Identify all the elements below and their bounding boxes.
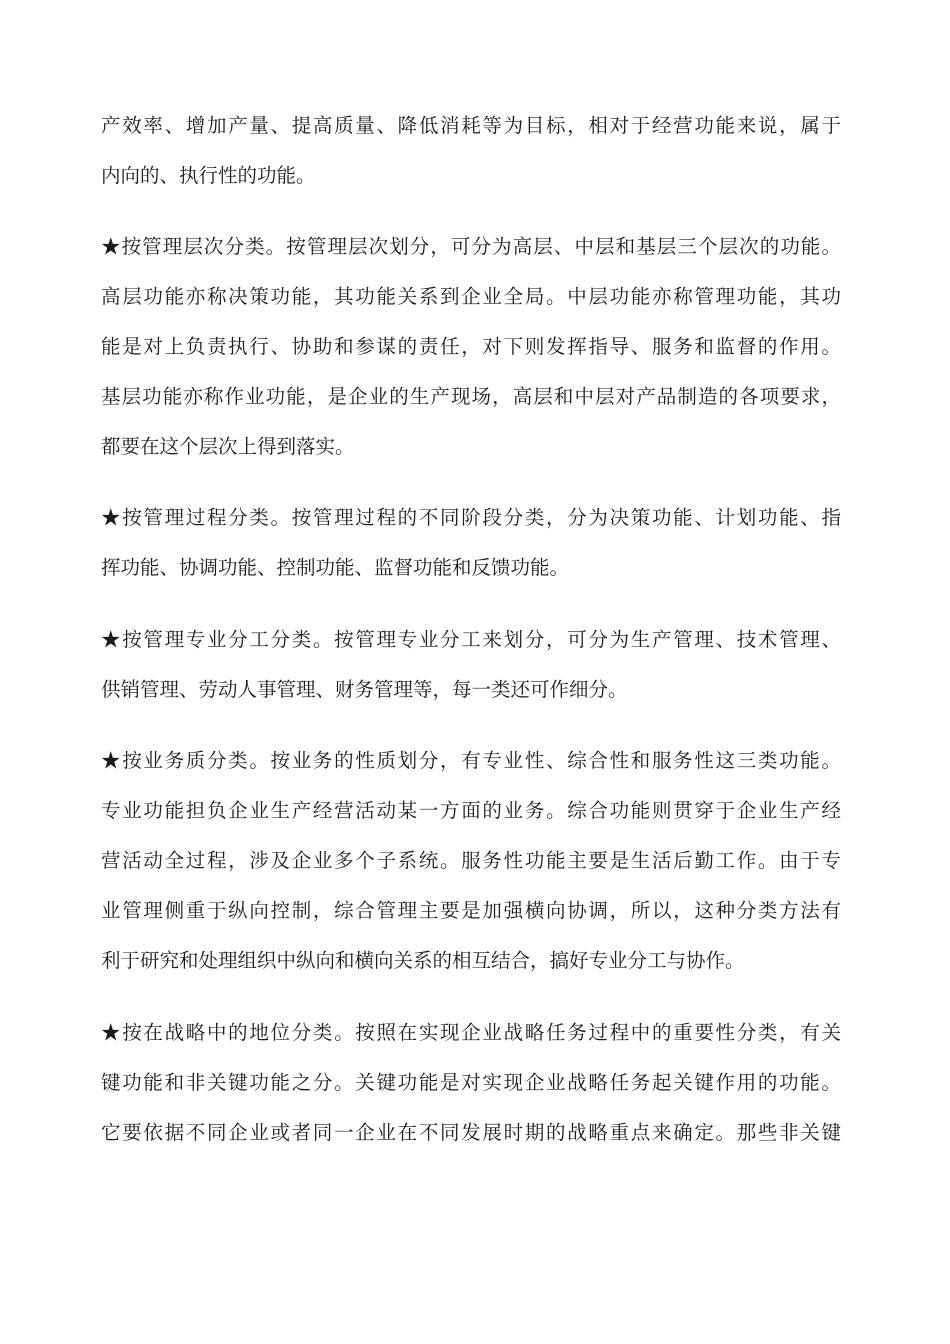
paragraph-line: ★按管理过程分类。按管理过程的不同阶段分类，分为决策功能、计划功能、指: [101, 506, 841, 529]
paragraph-line: 它要依据不同企业或者同一企业在不同发展时期的战略重点来确定。那些非关键: [101, 1121, 841, 1144]
paragraph-line: 内向的、执行性的功能。: [101, 164, 316, 187]
paragraph-line: 都要在这个层次上得到落实。: [101, 435, 355, 458]
paragraph-line: 业管理侧重于纵向控制，综合管理主要是加强横向协调，所以，这种分类方法有: [101, 899, 841, 922]
paragraph-line: 产效率、增加产量、提高质量、降低消耗等为目标，相对于经营功能来说，属于: [101, 114, 841, 137]
paragraph-line: 基层功能亦称作业功能，是企业的生产现场，高层和中层对产品制造的各项要求，: [101, 385, 841, 408]
paragraph-line: ★按业务质分类。按业务的性质划分，有专业性、综合性和服务性这三类功能。: [101, 749, 841, 772]
paragraph-line: ★按管理专业分工分类。按管理专业分工来划分，可分为生产管理、技术管理、: [101, 628, 841, 651]
paragraph-line: 挥功能、协调功能、控制功能、监督功能和反馈功能。: [101, 556, 570, 579]
paragraph-line: ★按管理层次分类。按管理层次划分，可分为高层、中层和基层三个层次的功能。: [101, 235, 841, 258]
paragraph-line: 键功能和非关键功能之分。关键功能是对实现企业战略任务起关键作用的功能。: [101, 1071, 841, 1094]
paragraph-line: 供销管理、劳动人事管理、财务管理等，每一类还可作细分。: [101, 678, 628, 701]
paragraph-line: 营活动全过程，涉及企业多个子系统。服务性功能主要是生活后勤工作。由于专: [101, 849, 841, 872]
paragraph-line: 能是对上负责执行、协助和参谋的责任，对下则发挥指导、服务和监督的作用。: [101, 335, 841, 358]
paragraph-line: 利于研究和处理组织中纵向和横向关系的相互结合，搞好专业分工与协作。: [101, 949, 745, 972]
paragraph-line: ★按在战略中的地位分类。按照在实现企业战略任务过程中的重要性分类，有关: [101, 1021, 841, 1044]
paragraph-line: 高层功能亦称决策功能，其功能关系到企业全局。中层功能亦称管理功能，其功: [101, 285, 841, 308]
paragraph-line: 专业功能担负企业生产经营活动某一方面的业务。综合功能则贯穿于企业生产经: [101, 799, 841, 822]
